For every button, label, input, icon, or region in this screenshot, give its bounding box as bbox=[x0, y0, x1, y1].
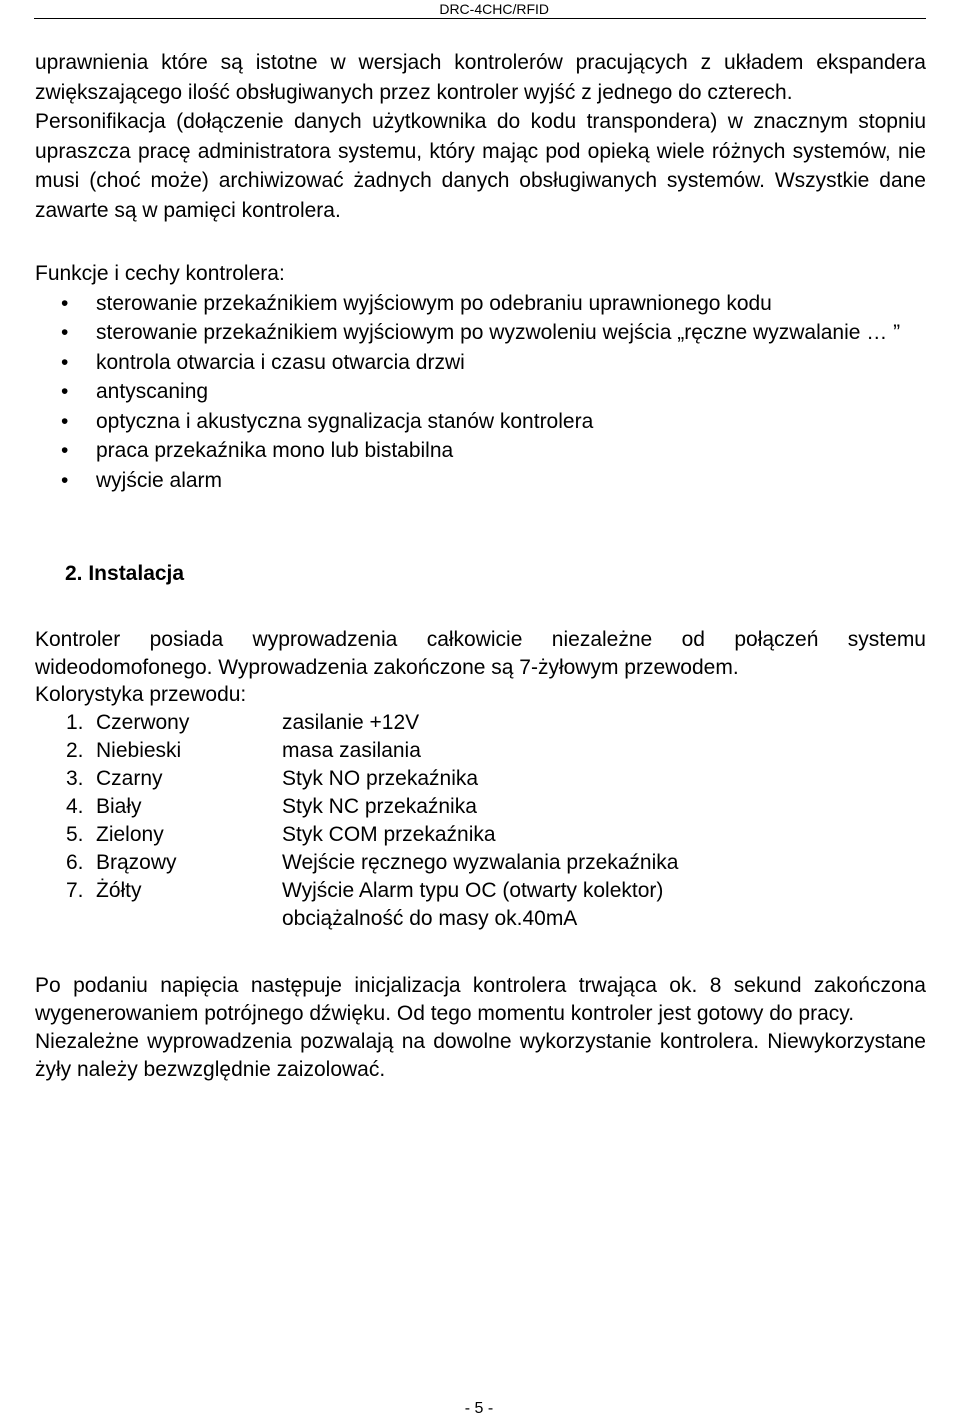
section-heading-installation: 2. Instalacja bbox=[65, 562, 185, 585]
bullet-icon: • bbox=[61, 439, 69, 462]
installation-paragraph: Kontroler posiada wyprowadzenia całkowicie niezależne od połączeń systemu wideodomofonego. Wyprowadzenia zakończone są 7-żyłowym przewodem. bbox=[35, 628, 926, 679]
wire-number: 5. bbox=[66, 822, 84, 846]
wire-number: 3. bbox=[66, 766, 84, 790]
bullet-icon: • bbox=[61, 291, 69, 315]
wire-row bbox=[35, 849, 926, 877]
list-item bbox=[35, 318, 926, 348]
wire-colors-label: Kolorystyka przewodu: bbox=[35, 683, 247, 706]
header-rule bbox=[34, 18, 926, 19]
wire-function: Styk COM przekaźnika bbox=[282, 822, 496, 846]
wire-list bbox=[35, 709, 926, 933]
wire-number: 6. bbox=[66, 850, 84, 874]
feature-text: sterowanie przekaźnikiem wyjściowym po wyzwoleniu wejścia „ręczne wyzwalanie … ” bbox=[96, 321, 901, 344]
feature-text: wyjście alarm bbox=[96, 468, 223, 492]
feature-text: sterowanie przekaźnikiem wyjściowym po odebraniu uprawnionego kodu bbox=[96, 291, 772, 315]
intro-paragraph: uprawnienia które są istotne w wersjach kontrolerów pracujących z układem ekspandera zwiększającego ilość obsługiwanych przez kontroler wyjść z jednego do czterech. bbox=[35, 51, 926, 104]
list-item bbox=[35, 466, 926, 496]
wire-row bbox=[35, 709, 926, 737]
list-item bbox=[35, 407, 926, 437]
initialization-paragraph: Po podaniu napięcia następuje inicjalizacja kontrolera trwająca ok. 8 sekund zakończona wygenerowaniem potrójnego dźwięku. Od tego momentu kontroler jest gotowy do pracy. bbox=[35, 973, 926, 1025]
features-title: Funkcje i cechy kontrolera: bbox=[35, 262, 285, 285]
list-item bbox=[35, 377, 926, 407]
features-list bbox=[35, 289, 926, 496]
feature-text: antyscaning bbox=[96, 380, 209, 403]
wire-row bbox=[35, 793, 926, 821]
page-number bbox=[0, 1400, 960, 1418]
feature-text: praca przekaźnika mono lub bistabilna bbox=[96, 439, 454, 462]
closing-section bbox=[35, 972, 926, 1084]
wire-number: 7. bbox=[66, 878, 84, 902]
wire-row bbox=[35, 765, 926, 793]
wire-function: masa zasilania bbox=[282, 738, 421, 762]
wire-color: Biały bbox=[96, 794, 142, 818]
bullet-icon: • bbox=[61, 409, 69, 433]
page-number-text: - 5 - bbox=[464, 1400, 494, 1417]
wire-function: zasilanie +12V bbox=[282, 710, 420, 734]
wire-color: Czerwony bbox=[96, 710, 190, 734]
bullet-icon: • bbox=[61, 468, 69, 492]
wire-color: Żółty bbox=[96, 878, 142, 902]
wire-function-extra: obciążalność do masy ok.40mA bbox=[282, 906, 578, 930]
wire-number: 4. bbox=[66, 794, 84, 818]
list-item bbox=[35, 436, 926, 466]
wire-number: 2. bbox=[66, 738, 84, 762]
wire-function: Wyjście Alarm typu OC (otwarty kolektor) bbox=[282, 878, 664, 902]
feature-text: kontrola otwarcia i czasu otwarcia drzwi bbox=[96, 350, 465, 374]
wire-row bbox=[35, 877, 926, 905]
wire-function: Styk NC przekaźnika bbox=[282, 794, 477, 818]
wire-color: Brązowy bbox=[96, 850, 177, 874]
list-item bbox=[35, 289, 926, 319]
bullet-icon: • bbox=[61, 350, 69, 374]
outputs-paragraph: Niezależne wyprowadzenia pozwalają na dowolne wykorzystanie kontrolera. Niewykorzystane żyły należy bezwzględnie zaizolować. bbox=[35, 1029, 926, 1081]
intro-section bbox=[35, 48, 926, 225]
wire-color: Czarny bbox=[96, 766, 163, 790]
bullet-icon: • bbox=[61, 321, 69, 344]
bullet-icon: • bbox=[61, 380, 69, 403]
feature-text: optyczna i akustyczna sygnalizacja stanów kontrolera bbox=[96, 409, 594, 433]
wire-color: Niebieski bbox=[96, 738, 182, 762]
wire-function: Wejście ręcznego wyzwalania przekaźnika bbox=[282, 850, 679, 874]
wire-number: 1. bbox=[66, 710, 84, 734]
wire-color: Zielony bbox=[96, 822, 164, 846]
personification-paragraph: Personifikacja (dołączenie danych użytkownika do kodu transpondera) w znacznym stopniu upraszcza pracę administratora systemu, który mając pod opieką wiele różnych systemów, nie musi (choć może) archiwizować żadnych danych obsługiwanych systemów. Wszystkie dane zawarte są w pamięci kontrolera. bbox=[35, 110, 926, 222]
document-header: DRC-4CHC/RFID bbox=[439, 1, 549, 17]
wire-row bbox=[35, 737, 926, 765]
wire-row bbox=[35, 821, 926, 849]
installation-section bbox=[35, 626, 926, 933]
wire-function: Styk NO przekaźnika bbox=[282, 766, 479, 790]
wire-row-continuation bbox=[35, 905, 926, 933]
page-content bbox=[35, 48, 926, 1084]
list-item bbox=[35, 348, 926, 378]
